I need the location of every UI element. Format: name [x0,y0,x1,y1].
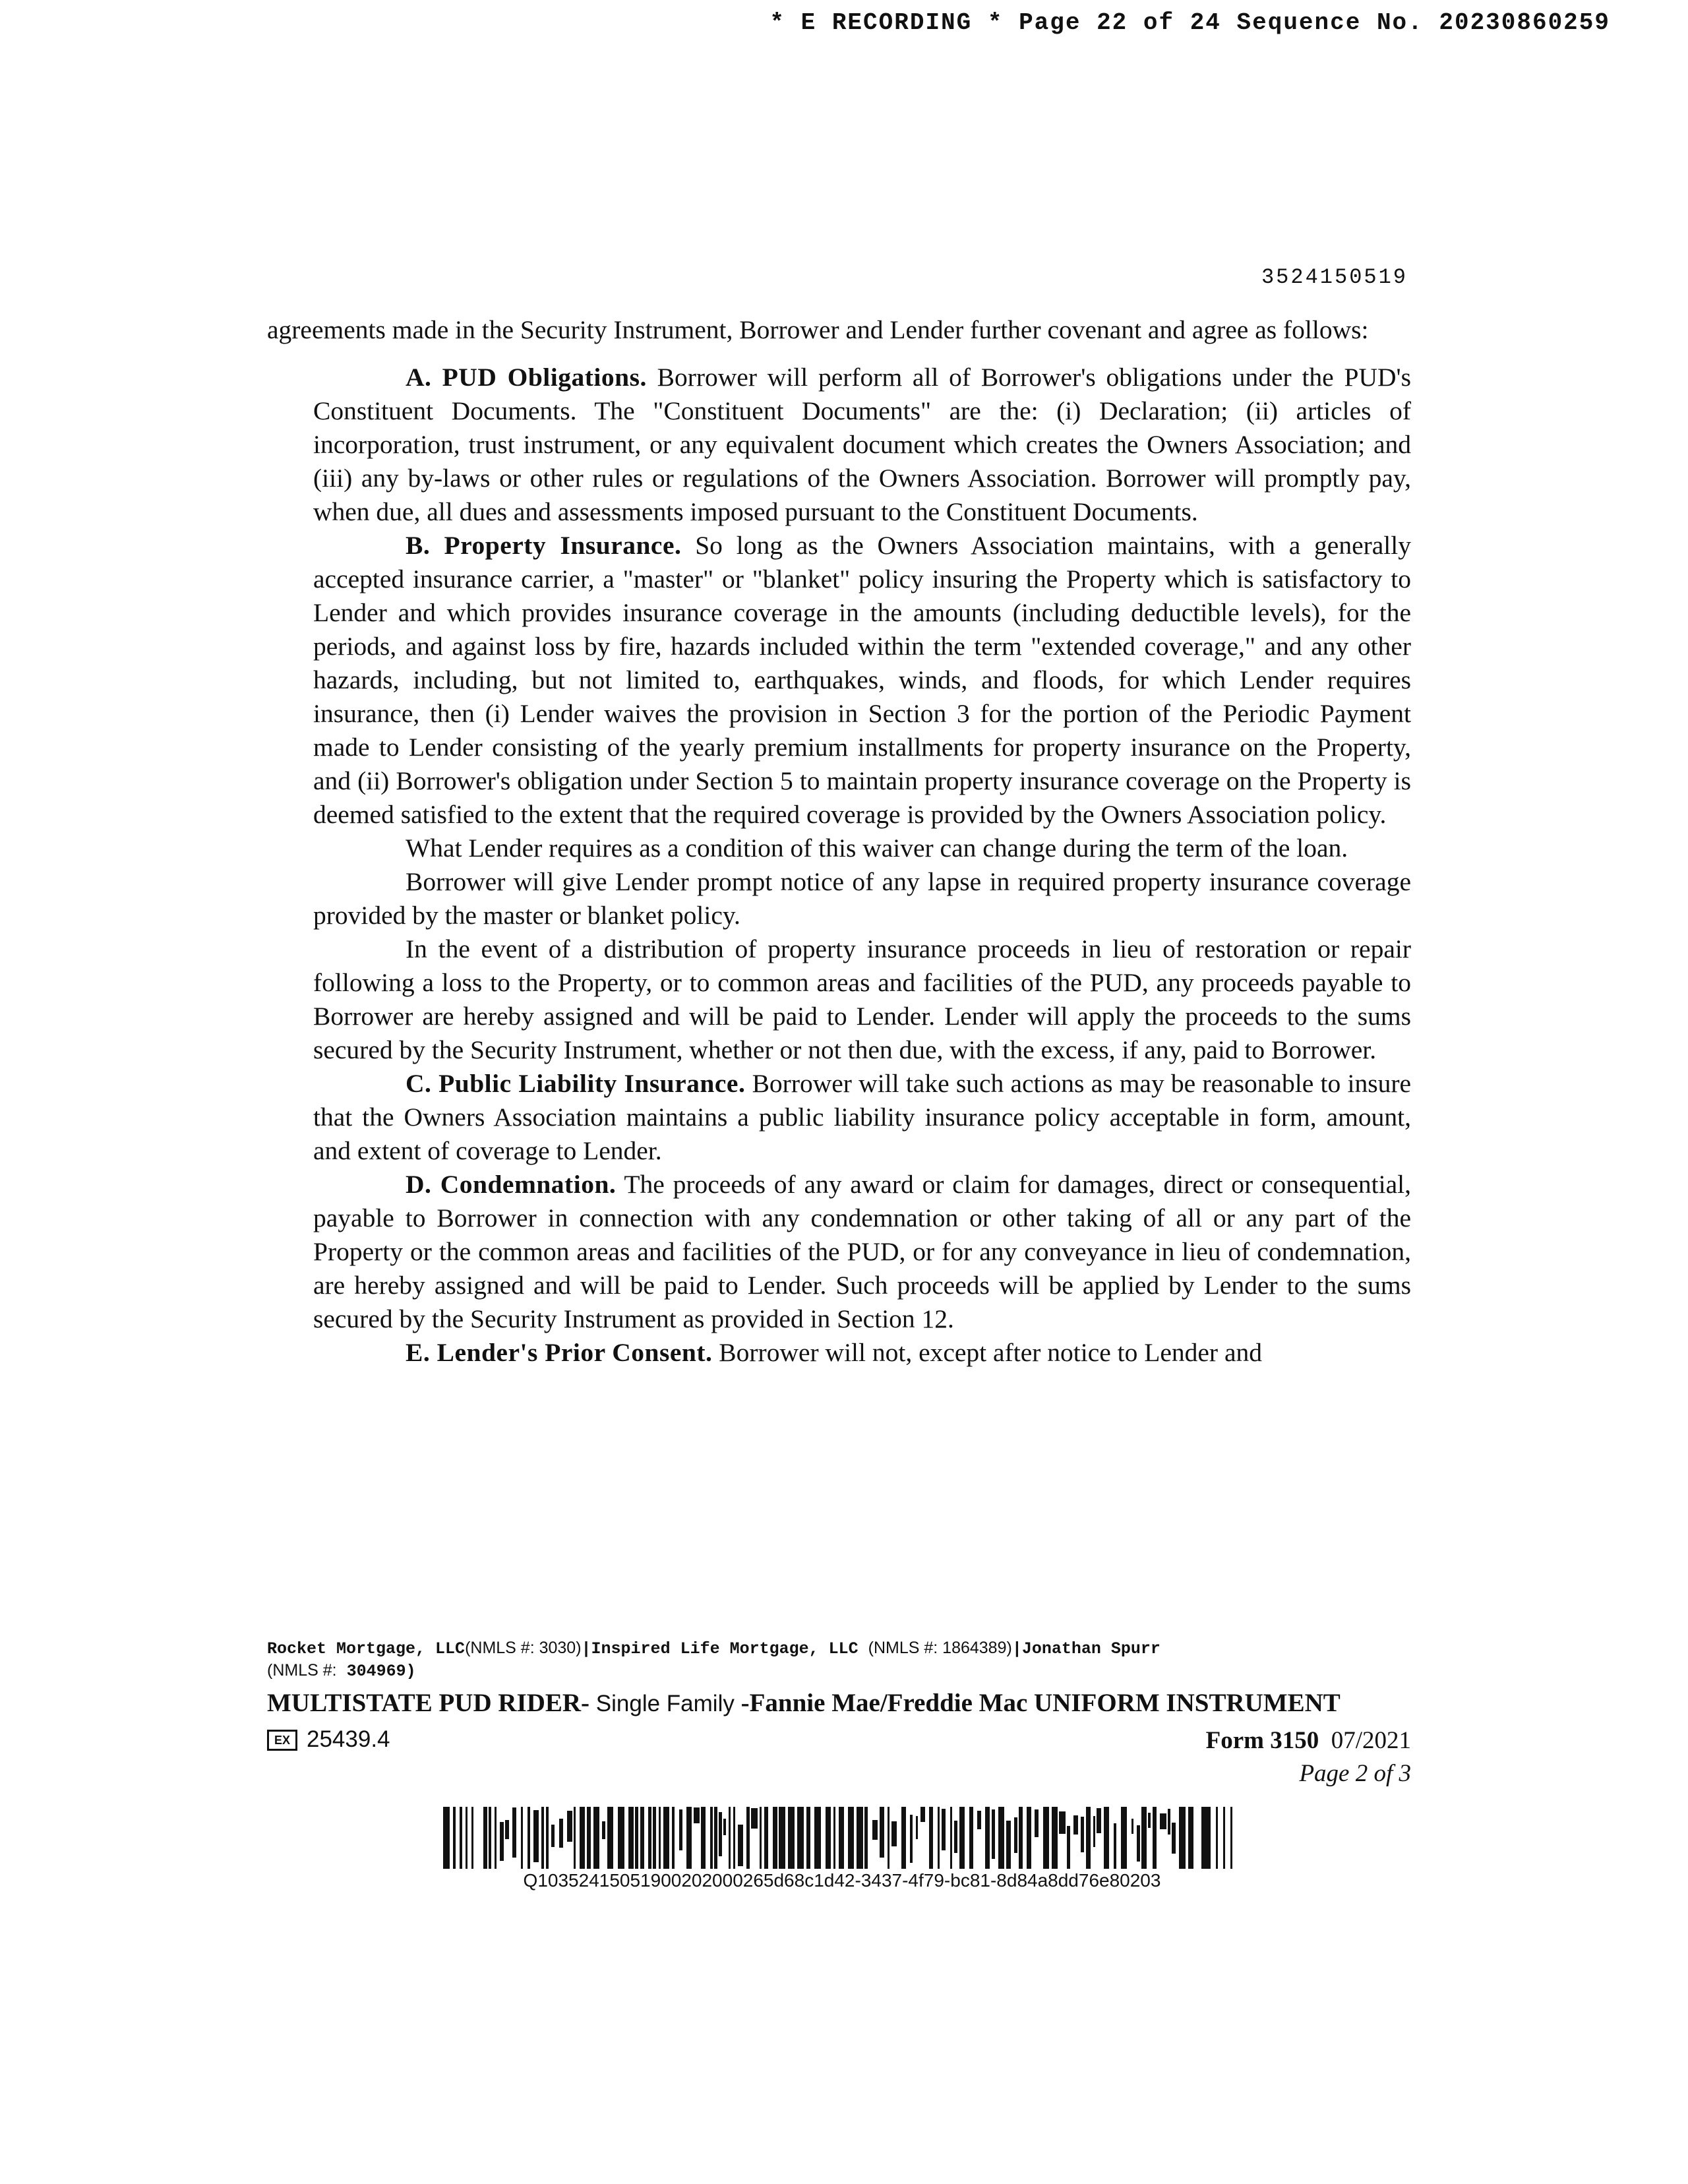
lender-info [267,1637,1411,1682]
section-d [267,1168,1411,1336]
section-b-heading: B. Property Insurance. [406,531,682,560]
section-c-heading: C. Public Liability Insurance. [406,1069,746,1098]
lender-1-nmls: (NMLS #: 3030) [465,1639,582,1657]
section-b-waiver-paragraph: What Lender requires as a condition of this waiver can change during the term of the loan. [406,834,1348,863]
lender-3-name: Jonathan Spurr [1021,1639,1160,1658]
form-code-row [267,1726,390,1753]
section-c-text: Borrower will take such actions as may be reasonable to insure that the Owners Association maintains a public liability insurance policy acceptable in form, amount, and extent of coverage to Lender. [313,1069,1412,1165]
section-d-text: The proceeds of any award or claim for damages, direct or consequential, payable to Borrower in connection with any condemnation or other taking of all or any part of the Property or the common areas and facilities of the PUD, or for any conveyance in lieu of condemnation, are hereby assigned and will be paid to Lender. Such proceeds will be applied by Lender to the sums secured by the Security Instrument as provided in Section 12. [313,1170,1411,1333]
form-code: 25439.4 [307,1726,390,1752]
document-number: 3524150519 [1261,265,1408,289]
section-e-heading: E. Lender's Prior Consent. [406,1338,713,1367]
section-b-notice-paragraph: Borrower will give Lender prompt notice of any lapse in required property insurance coverage provided by the master or blanket policy. [313,867,1411,930]
section-a [267,361,1411,529]
section-e-text: Borrower will not, except after notice to Lender and [719,1338,1262,1367]
form-number [1206,1726,1411,1755]
section-b-text: So long as the Owners Association maintains, with a generally accepted insurance carrier, a "master" or "blanket" policy insuring the Property which is satisfactory to Lender and which provides insurance coverage in the amounts (including deductible levels), for the periods, and against loss by fire, hazards included within the term "extended coverage," and any other hazards, including, but not limited to, earthquakes, winds, and floods, for which Lender requires insurance, then (i) Lender waives the provision in Section 3 for the portion of the Periodic Payment made to Lender consisting of the yearly premium installments for property insurance on the Property, and (ii) Borrower's obligation under Section 5 to maintain property insurance coverage on the Property is deemed satisfied to the extent that the required coverage is provided by the Owners Association policy. [313,531,1411,829]
recording-header: * E RECORDING * Page 22 of 24 Sequence No. 20230860259 [769,9,1610,36]
section-a-text: Borrower will perform all of Borrower's obligations under the PUD's Constituent Documents. The "Constituent Documents" are the: (i) Declaration; (ii) articles of incorporation, trust instrument, or any equivalent document which creates the Owners Association; and (iii) any by-laws or other rules or regulations of the Owners Association. Borrower will promptly pay, when due, all dues and assessments imposed pursuant to the Constituent Documents. [313,363,1411,526]
form-title-family: Single Family [595,1691,735,1716]
lender-1-name: Rocket Mortgage, LLC [267,1639,466,1658]
barcode-text: Q10352415051900202000265d68c1d42-3437-4f79-bc81-8d84a8dd76e80203 [523,1870,1161,1891]
lender-3-nmls-value: 304969) [346,1662,416,1681]
section-d-heading: D. Condemnation. [406,1170,617,1199]
lender-separator: | [1011,1639,1022,1658]
form-title-instrument: -Fannie Mae/Freddie Mac UNIFORM INSTRUMENT [740,1689,1341,1717]
section-c [267,1067,1411,1168]
form-number-label: Form 3150 [1205,1727,1319,1754]
section-b [267,529,1411,832]
form-title-main: MULTISTATE PUD RIDER- [267,1689,590,1717]
lender-2-name: Inspired Life Mortgage, LLC [591,1639,859,1658]
barcode-image [443,1807,1241,1869]
section-b-proceeds-paragraph: In the event of a distribution of property insurance proceeds in lieu of restoration or repair following a loss to the Property, or to common areas and facilities of the PUD, any proceeds payable to Borrower are hereby assigned and will be paid to Lender. Lender will apply the proceeds to the sums secured by the Security Instrument, whether or not then due, with the excess, if any, paid to Borrower. [313,934,1411,1064]
form-title [267,1688,1411,1718]
lender-separator: | [581,1639,591,1658]
rider-body [267,313,1411,1370]
section-a-heading: A. PUD Obligations. [406,363,647,392]
section-e [267,1336,1411,1370]
intro-paragraph: agreements made in the Security Instrument, Borrower and Lender further covenant and agree as follows: [267,315,1369,344]
page-indicator: Page 2 of 3 [1299,1760,1411,1787]
form-date: 07/2021 [1331,1727,1411,1754]
lender-3-nmls-label: (NMLS #: [267,1661,337,1680]
ex-icon: EX [267,1730,297,1751]
lender-2-nmls: (NMLS #: 1864389) [868,1639,1012,1657]
